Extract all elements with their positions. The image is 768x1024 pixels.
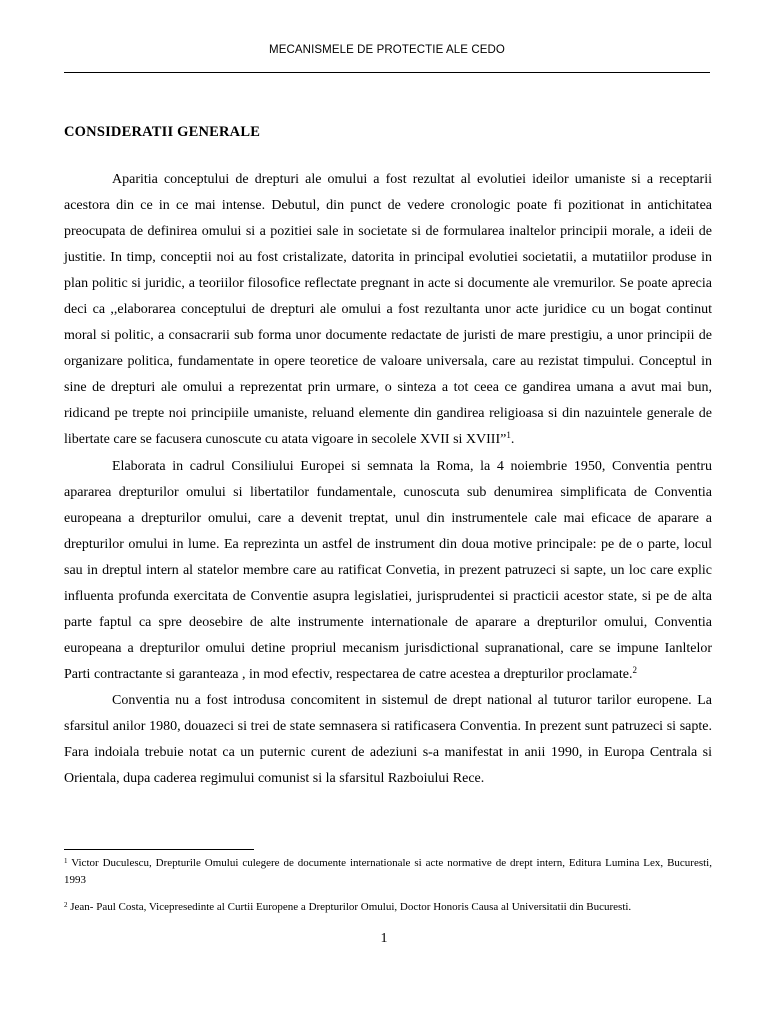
page-number: 1: [380, 931, 388, 946]
footnote-separator: [64, 849, 254, 850]
paragraph-text: Conventia nu a fost introdusa concomitent in sistemul de drept national al tuturor tarilor europene. La sfarsitul anilor 1980, douazeci si trei de state semnasera si ratificasera Conventia. In prezent sunt patruzeci si sapte. Fara indoiala trebuie notat ca un puternic curent de adeziuni s-a manifestat in anii 1990, in Europa Centrala si Orientala, dupa caderea regimului comunist si la sfarsitul Razboiului Rece.: [64, 692, 712, 787]
footnote-ref-2[interactable]: 2: [632, 664, 637, 675]
footnote-2: [64, 899, 712, 916]
footnote-mark: 1: [64, 857, 68, 865]
footnote-mark: 2: [64, 901, 68, 909]
footnote-ref-1[interactable]: 1: [506, 430, 511, 441]
paragraph-1: [64, 167, 712, 454]
footnotes: [64, 855, 712, 916]
paragraph-text: Elaborata in cadrul Consiliului Europei si semnata la Roma, la 4 noiembrie 1950, Conventia pentru apararea drepturilor omului si libertatilor fundamentale, cunoscuta sub denumirea simplificata de Conventia europeana a drepturilor omului, care a devenit treptat, unul din instrumentele cale mai eficace de aparare a drepturilor omului in lume. Ea reprezinta un astfel de instrument din doua motive principale: pe de o parte, locul sau in dreptul intern al statelor membre care au ratificat Convetia, in prezent patruzeci si sapte, un loc care explic influenta profunda exercitata de Conventie asupra legislatiei, jurisprudentei si practicii acestor state, si pe de alta parte faptul ca spre deosebire de alte instrumente internationale de aparare a drepturilor omului, Conventia europeana a drepturilor omului detine propriul mecanism jurisdictional supranational, care se impune Ianltelor Parti contractante si garanteaza , in mod efectiv, respectarea de catre acestea a drepturilor proclamate.: [64, 458, 712, 682]
paragraph-trailer: .: [510, 432, 515, 448]
paragraph-3: [64, 688, 712, 792]
running-header: MECANISMELE DE PROTECTIE ALE CEDO: [269, 44, 505, 56]
paragraph-2: [64, 454, 712, 688]
header-rule: [64, 72, 710, 73]
footnote-text: Victor Duculescu, Drepturile Omului culegere de documente internationale si acte normative de drept intern, Editura Lumina Lex, Bucuresti, 1993: [64, 857, 712, 886]
paragraph-text: Aparitia conceptului de drepturi ale omului a fost rezultat al evolutiei ideilor umaniste si a receptarii acestora din ce in ce mai intense. Debutul, din punct de vedere cronologic poate fi pozitionat in antichitatea preocupata de definirea omului si a pozitiei sale in societate si de formularea inaltelor principii morale, a ideii de justitie. In timp, conceptii noi au fost cristalizate, datorita in principal evolutiei societatii, a mutatiilor produse in plan politic si juridic, a teoriilor filosofice reflectate pregnant in acte si documente ale vremurilor. Se poate aprecia deci ca ,,elaborarea conceptului de drepturi ale omului a fost rezultanta unor acte juridice cu un bogat continut moral si politic, a consacrarii sub forma unor documente redactate de juristi de mare prestigiu, a unor principii de organizare politica, fundamentate in opere teoretice de valoare universala, care au rezistat timpului. Conceptul in sine de drepturi ale omului a reprezentat prin urmare, o sinteza a tot ceea ce gandirea umana a avut mai bun, ridicand pe trepte noi principiile umaniste, reluand elemente din gandirea religioasa si din nazuintele generale de libertate care se facusera cunoscute cu atata vigoare in secolele XVII si XVIII”: [64, 172, 712, 448]
footnote-text: Jean- Paul Costa, Vicepresedinte al Curtii Europene a Drepturilor Omului, Doctor Honoris Causa al Universitatii din Bucuresti.: [70, 901, 632, 913]
footnote-1: [64, 855, 712, 889]
body-text: [64, 167, 712, 792]
section-heading: CONSIDERATII GENERALE: [64, 124, 261, 140]
